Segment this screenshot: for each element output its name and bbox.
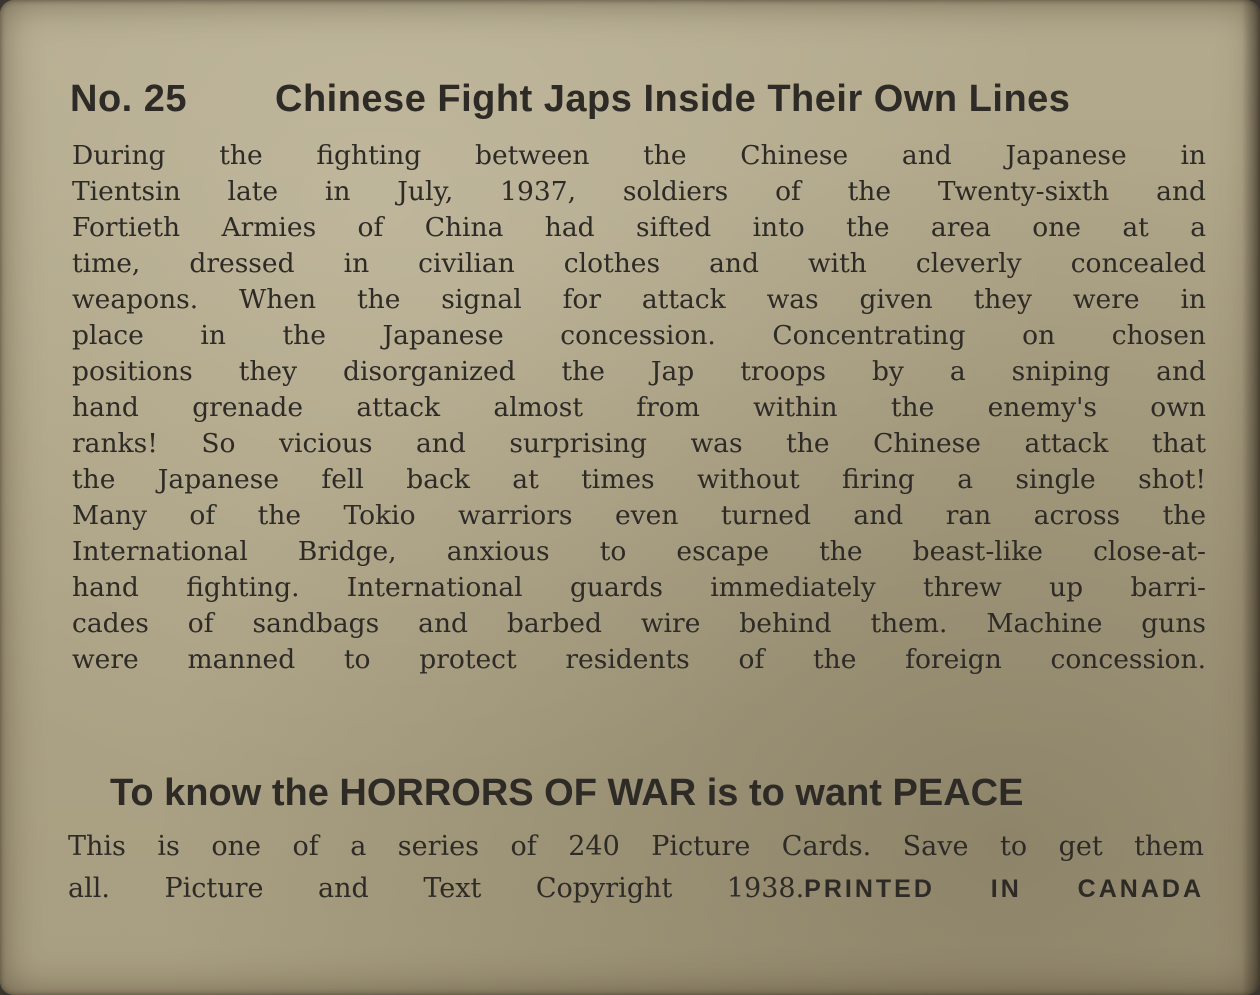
description-line: Fortieth Armies of China had sifted into the area one at a — [72, 212, 1206, 243]
series-note — [68, 826, 1204, 910]
peace-slogan: To know the HORRORS OF WAR is to want PEACE — [110, 772, 1024, 814]
description-line: cades of sandbags and barbed wire behind them. Machine guns — [72, 608, 1206, 639]
copyright-text: all. Picture and Text Copyright 1938. — [68, 873, 805, 904]
description-line: were manned to protect residents of the foreign concession. — [72, 644, 1206, 675]
description-line: During the fighting between the Chinese and Japanese in — [72, 140, 1206, 171]
description-line: time, dressed in civilian clothes and with cleverly concealed — [72, 248, 1206, 279]
card-header — [70, 78, 1170, 128]
card-number: No. 25 — [70, 78, 188, 120]
description-line: hand grenade attack almost from within the enemy's own — [72, 392, 1206, 423]
card-description — [72, 138, 1206, 678]
description-line: International Bridge, anxious to escape the beast-like close-at- — [72, 536, 1206, 567]
card-title: Chinese Fight Japs Inside Their Own Lines — [275, 78, 1071, 120]
description-line: Tientsin late in July, 1937, soldiers of the Twenty-sixth and — [72, 176, 1206, 207]
description-line: Many of the Tokio warriors even turned and ran across the — [72, 500, 1206, 531]
copyright-line — [68, 868, 1204, 910]
description-line: hand fighting. International guards immediately threw up barri- — [72, 572, 1206, 603]
series-line: This is one of a series of 240 Picture Cards. Save to get them — [68, 831, 1204, 862]
printed-in-canada: PRINTED IN CANADA — [804, 875, 1204, 903]
description-line: the Japanese fell back at times without firing a single shot! — [72, 464, 1206, 495]
description-line: weapons. When the signal for attack was given they were in — [72, 284, 1206, 315]
description-line: place in the Japanese concession. Concentrating on chosen — [72, 320, 1206, 351]
description-line: positions they disorganized the Jap troops by a sniping and — [72, 356, 1206, 387]
description-line: ranks! So vicious and surprising was the Chinese attack that — [72, 428, 1206, 459]
